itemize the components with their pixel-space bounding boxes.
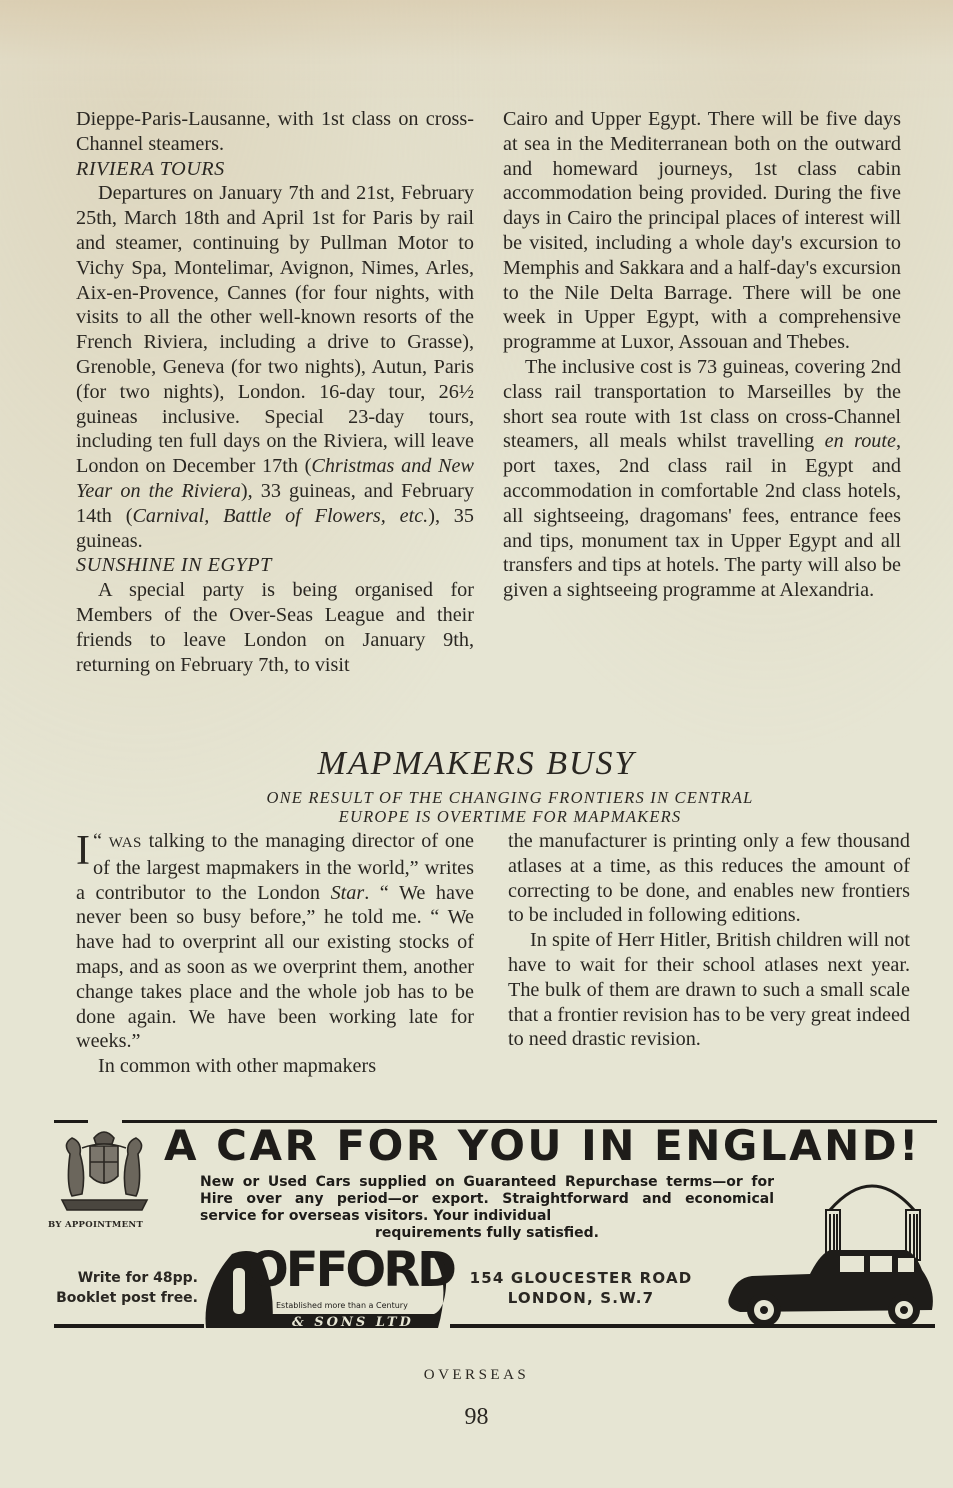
smallcaps-word: WAS [108, 835, 142, 851]
newspaper-name: Star [330, 881, 365, 904]
page-number: 98 [464, 1404, 489, 1430]
left-column-top [76, 107, 474, 677]
egypt-heading: SUNSHINE IN EGYPT [76, 554, 272, 577]
article-paragraph-1 [76, 829, 474, 1054]
publication-name: OVERSEAS [423, 1367, 530, 1383]
ad-bottom-rule-left [54, 1324, 204, 1328]
riviera-text-mid: ), 33 guineas, and February 14th ( [76, 479, 474, 527]
ad-headline: A CAR FOR YOU IN ENGLAND! [164, 1121, 921, 1170]
car-and-arch-illustration-icon [680, 1170, 945, 1335]
booklet-line-2: Booklet post free. [56, 1290, 198, 1306]
ad-top-rule-short [54, 1120, 88, 1123]
riviera-italic-carnival: Carnival, Battle of Flowers, etc. [132, 504, 429, 527]
car-advertisement [40, 1110, 945, 1340]
ad-bottom-rule-right [450, 1324, 935, 1328]
drop-cap: I [76, 828, 90, 874]
riviera-tours-paragraph [76, 181, 474, 553]
egypt-paragraph: A special party is being organised for Members of the Over-Seas League and their friends to leave London on January 9th, returning on February 7th, to visit [76, 579, 474, 676]
riviera-italic-christmas: Christmas and New Year on the Riviera [76, 455, 474, 502]
royal-crest-icon [52, 1124, 157, 1214]
article-subtitle-line1: ONE RESULT OF THE CHANGING FRONTIERS IN CENTRAL [266, 788, 754, 807]
by-appointment-label: BY APPOINTMENT [48, 1220, 144, 1230]
cost-text-end: , port taxes, 2nd class rail in Egypt and accommodation in comfortable 2nd class hotels, all sightseeing, dragomans' fees, entrance fees and tips, monument tax in Upper Egypt and all transfers and tips at hotels. The party will also be given a sightseeing programme at Alexandria. [503, 430, 902, 602]
address-line-1: 154 GLOUCESTER ROAD [469, 1269, 693, 1287]
offord-established: Established more than a Century [276, 1301, 408, 1310]
right-column-top [503, 107, 901, 603]
intro-paragraph: Dieppe-Paris-Lausanne, with 1st class on cross-Channel steamers. [76, 108, 474, 155]
riviera-text-end: ), 35 guineas. [76, 504, 474, 552]
article-paragraph-4: In spite of Herr Hitler, British children will not have to wait for their school atlases next year. The bulk of them are drawn to such a small scale that a frontier revision has to be very great indeed to need drastic revision. [508, 929, 910, 1051]
ad-body-last-line: requirements fully satisfied. [374, 1225, 599, 1241]
cost-italic-en-route: en route [824, 430, 896, 453]
riviera-text: Departures on January 7th and 21st, February 25th, March 18th and April 1st for Paris by rail and steamer, continuing by Pullman Motor to Vichy Spa, Montelimar, Avignon, Nimes, Arles, Aix-en-Provence, Cannes (for four nights, with visits to all the other well-known resorts of the French Riviera, including a drive to Grasse), Grenoble, Geneva (for two nights), Autun, Paris (for two nights), London. 16-day tour, 26½ guineas inclusive. Special 23-day tours, including ten full days on the Riviera, will leave London on December 17th ( [76, 182, 474, 478]
egypt-cost-paragraph [503, 355, 901, 603]
ad-body-main: New or Used Cars supplied on Guaranteed Repurchase terms—or for Hire over any period—or export. Straightforward and economical service for overseas visitors. Your individual [200, 1174, 774, 1224]
article-subtitle-line2: EUROPE IS OVERTIME FOR MAPMAKERS [338, 807, 682, 826]
cost-text: The inclusive cost is 73 guineas, covering 2nd class rail transportation to Marseilles by the short sea route with 1st class on cross-Channel steamers, all meals whilst travelling [503, 355, 901, 453]
article-subtitle [0, 788, 953, 826]
booklet-offer [40, 1268, 198, 1308]
riviera-tours-heading: RIVIERA TOURS [76, 157, 225, 180]
offord-brand: OFFORD [248, 1242, 454, 1298]
ad-address [458, 1268, 704, 1308]
article-left-column [76, 829, 474, 1079]
article-paragraph-3: the manufacturer is printing only a few thousand atlases at a time, as this reduces the amount of correcting to be done, and enables new frontiers to be included in following editions. [508, 830, 910, 927]
article-text-cont: . “ We have never been so busy before,” he told me. “ We have had to overprint all our existing stocks of maps, and as soon as we overprint them, another change takes place and the whole job has to be done again. We have been working late for weeks.” [76, 881, 474, 1053]
article-text: talking to the managing director of one of the largest mapmakers in the world,” writes a contributor to the London [76, 830, 474, 904]
article-title: MAPMAKERS BUSY [317, 745, 636, 782]
open-quote: “ [93, 830, 109, 852]
address-line-2: LONDON, S.W.7 [507, 1289, 655, 1307]
article-paragraph-2: In common with other mapmakers [98, 1055, 377, 1078]
egypt-continued-paragraph: Cairo and Upper Egypt. There will be five days at sea in the Mediterranean both on the outward and homeward journeys, 1st class cabin accommodation being provided. During the five days in Cairo the principal places of interest will be visited, including a whole day's excursion to Memphis and Sakkara and a half-day's excursion to the Nile Delta Barrage. There will be one week in Upper Egypt, with a comprehensive programme at Luxor, Assouan and Thebes. [503, 108, 901, 354]
offord-sons: & SONS LTD [292, 1315, 414, 1330]
article-right-column [508, 829, 910, 1052]
booklet-line-1: Write for 48pp. [77, 1270, 198, 1286]
